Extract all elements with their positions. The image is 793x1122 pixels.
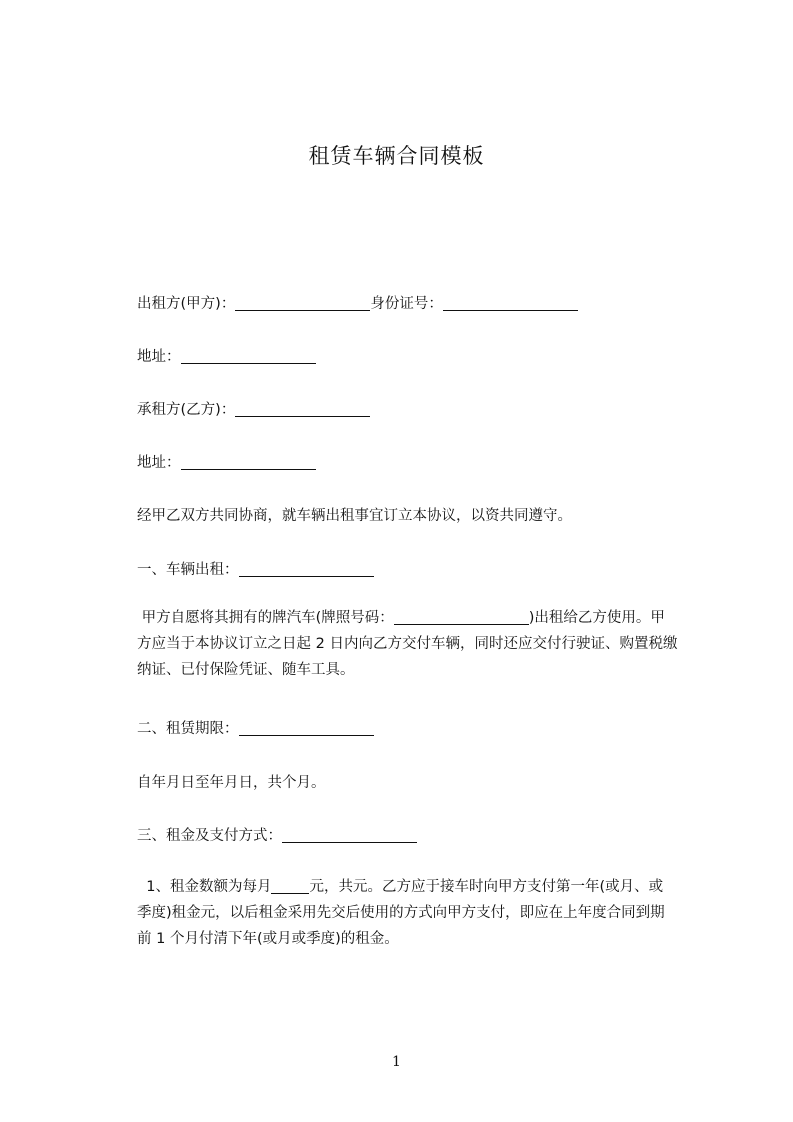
page-number: 1 xyxy=(392,1054,401,1070)
section3-heading: 三、租金及支付方式： xyxy=(137,828,282,844)
lessor-address-line xyxy=(137,345,316,366)
section2-blank xyxy=(239,721,374,736)
lessee-address-label: 地址： xyxy=(137,455,181,471)
plate-number-blank xyxy=(394,610,529,625)
intro-text: 经甲乙双方共同协商，就车辆出租事宜订立本协议，以资共同遵守。 xyxy=(137,508,572,524)
lessor-address-blank xyxy=(181,349,316,364)
section1-paragraph xyxy=(137,605,717,683)
section3-heading-line xyxy=(137,824,417,845)
section1-heading: 一、车辆出租： xyxy=(137,562,239,578)
section3-line1-text-b: 元，共元。乙方应于接车时向甲方支付第一年(或月、或 xyxy=(309,879,664,895)
lessee-address-blank xyxy=(181,455,316,470)
section1-line1-text-a: 甲方自愿将其拥有的牌汽车(牌照号码： xyxy=(141,610,394,626)
section3-line3: 前 1 个月付清下年(或月或季度)的租金。 xyxy=(137,931,399,947)
section3-blank xyxy=(282,828,417,843)
section3-paragraph xyxy=(137,874,717,952)
section2-heading: 二、租赁期限： xyxy=(137,721,239,737)
lessor-blank xyxy=(235,296,370,311)
lessee-address-line xyxy=(137,451,316,472)
lessee-line xyxy=(137,398,370,419)
id-number-blank xyxy=(443,296,578,311)
lessor-label: 出租方(甲方)： xyxy=(137,296,236,312)
section2-text: 自年月日至年月日，共个月。 xyxy=(137,775,326,791)
id-number-label: 身份证号： xyxy=(370,296,443,312)
monthly-rent-blank xyxy=(271,879,309,894)
lessor-line xyxy=(137,292,578,313)
lessor-address-label: 地址： xyxy=(137,349,181,365)
lessee-blank xyxy=(235,402,370,417)
section3-line1 xyxy=(137,874,717,900)
section1-line2: 方应当于本协议订立之日起 2 日内向乙方交付车辆，同时还应交付行驶证、购置税缴 xyxy=(137,636,678,652)
section1-line3: 纳证、已付保险凭证、随车工具。 xyxy=(137,662,355,678)
section1-line1 xyxy=(137,605,717,631)
section1-heading-line xyxy=(137,558,374,579)
section3-line2: 季度)租金元，以后租金采用先交后使用的方式向甲方支付，即应在上年度合同到期 xyxy=(137,905,665,921)
section2-heading-line xyxy=(137,717,374,738)
document-title: 租赁车辆合同模板 xyxy=(308,144,485,168)
section1-blank xyxy=(239,562,374,577)
section3-line1-text-a: 1、租金数额为每月 xyxy=(146,879,272,895)
lessee-label: 承租方(乙方)： xyxy=(137,402,236,418)
section1-line1-text-b: )出租给乙方使用。甲 xyxy=(528,610,665,626)
